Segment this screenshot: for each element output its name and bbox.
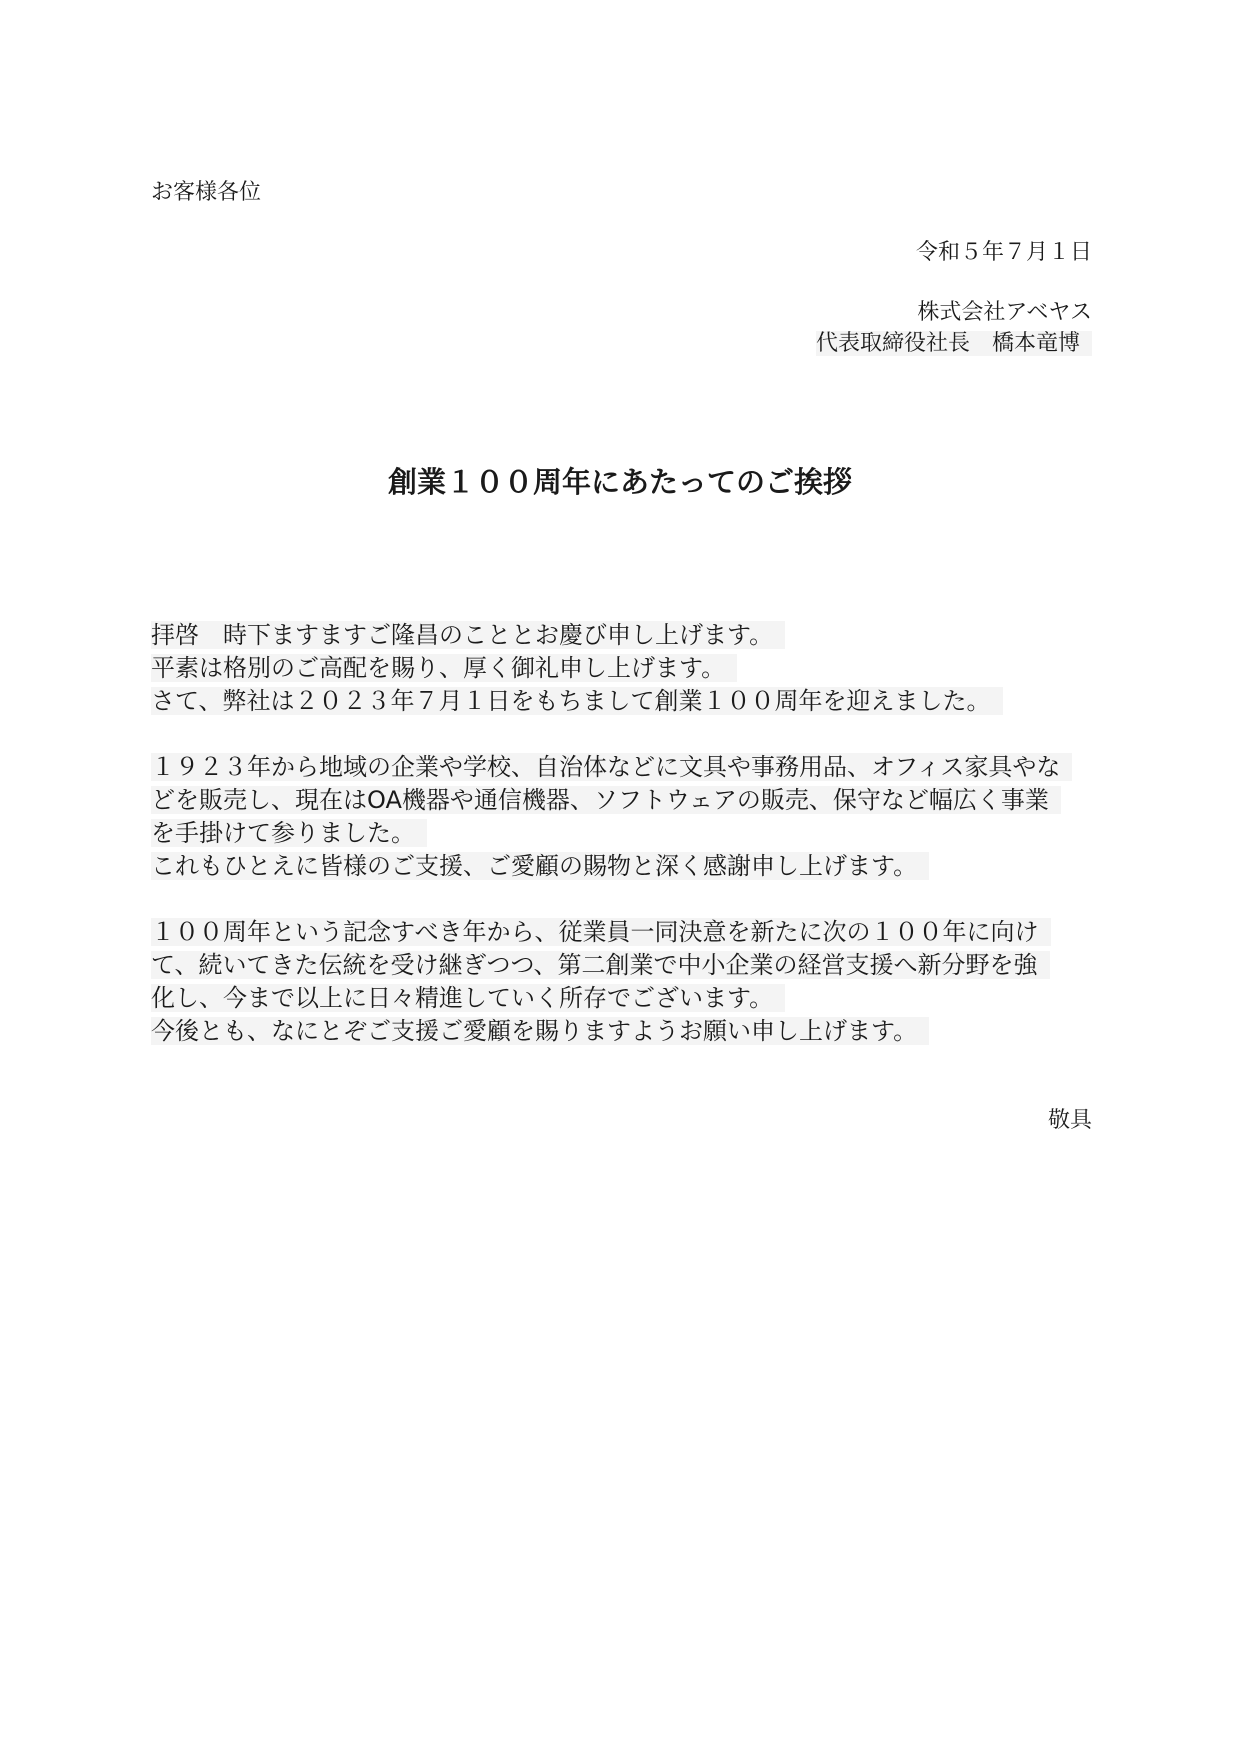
closing-remark: 敬具 xyxy=(1047,1108,1092,1133)
paragraph-line: これもひとえに皆様のご支援、ご愛顧の賜物と深く感謝申し上げます。 xyxy=(151,852,929,880)
paragraph-line: さて、弊社は２０２３年７月１日をもちまして創業１００周年を迎えました。 xyxy=(151,687,1003,715)
paragraph-line: 化し、今まで以上に日々精進していく所存でございます。 xyxy=(151,984,785,1012)
paragraph-line: 今後とも、なにとぞご支援ご愛顧を賜りますようお願い申し上げます。 xyxy=(151,1017,929,1045)
paragraph-line: １９２３年から地域の企業や学校、自治体などに文具や事務用品、オフィス家具やな xyxy=(151,753,1072,781)
letter-date: 令和５年７月１日 xyxy=(915,240,1092,265)
paragraph-line: て、続いてきた伝統を受け継ぎつつ、第二創業で中小企業の経営支援へ新分野を強 xyxy=(151,951,1050,979)
paragraph-line: 拝啓 時下ますますご隆昌のこととお慶び申し上げます。 xyxy=(151,621,785,649)
paragraph-line: どを販売し、現在はOA機器や通信機器、ソフトウェアの販売、保守など幅広く事業 xyxy=(151,786,1061,814)
letter-title: 創業１００周年にあたってのご挨拶 xyxy=(387,465,852,499)
paragraph-line: １００周年という記念すべき年から、従業員一同決意を新たに次の１００年に向け xyxy=(151,918,1051,946)
paragraph-line: を手掛けて参りました。 xyxy=(151,819,427,847)
company-name: 株式会社アベヤス xyxy=(917,300,1092,325)
signer-name xyxy=(816,329,1092,359)
paragraph-line: 平素は格別のご高配を賜り、厚く御礼申し上げます。 xyxy=(151,654,737,682)
signer-text: 代表取締役社長 橋本竜博 xyxy=(816,331,1092,356)
addressee: お客様各位 xyxy=(151,180,262,205)
